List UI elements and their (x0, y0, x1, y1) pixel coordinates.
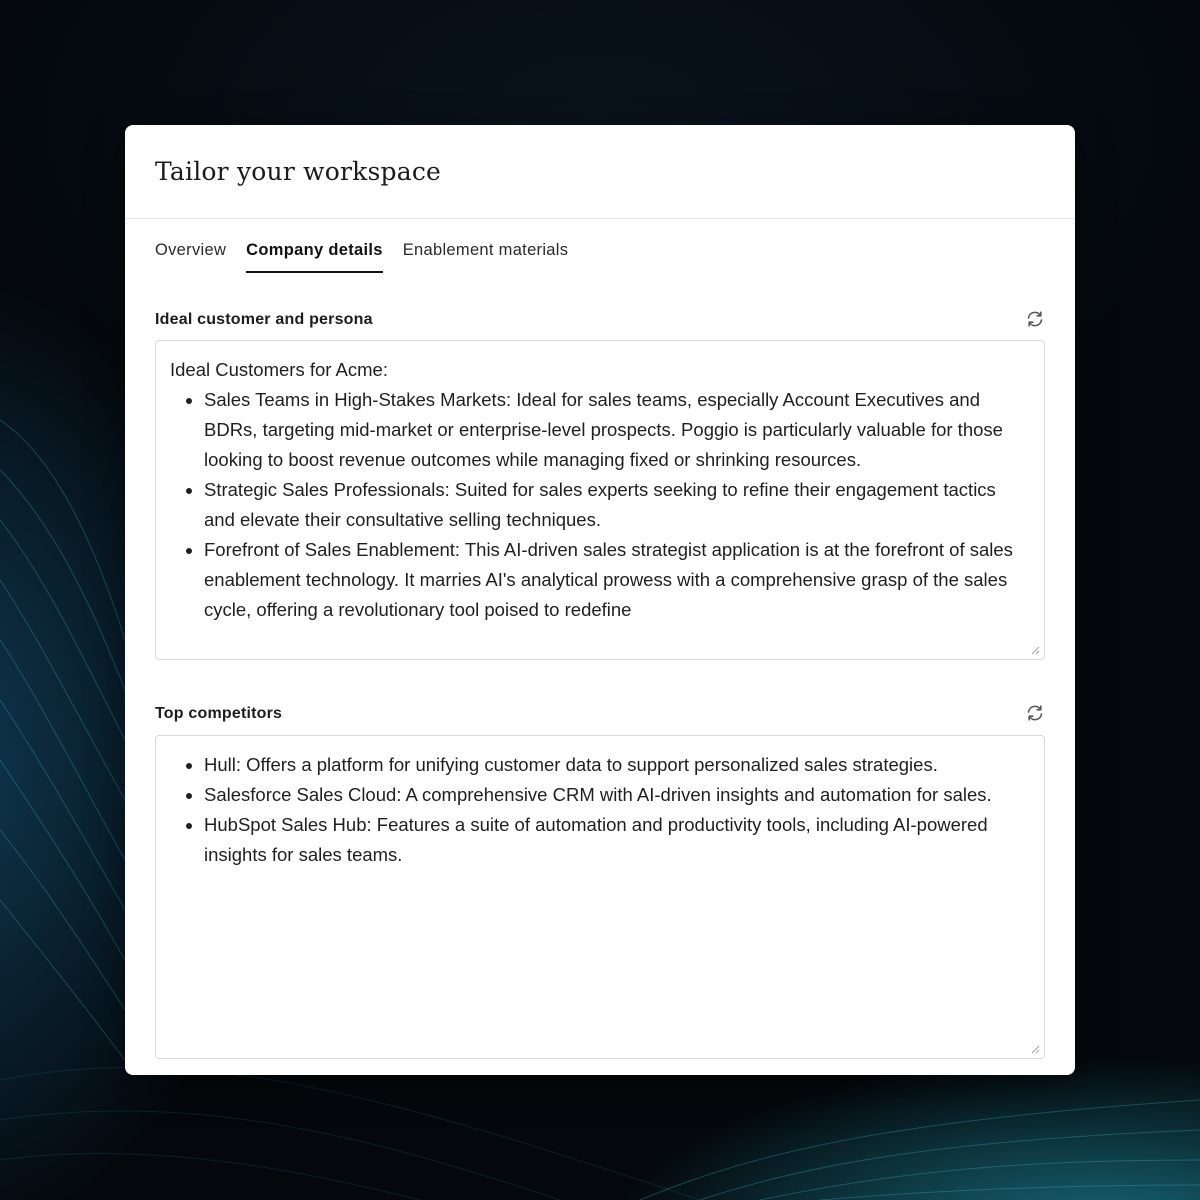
ideal-customer-label: Ideal customer and persona (155, 311, 373, 328)
refresh-icon[interactable] (1025, 703, 1045, 723)
dialog-header (125, 125, 1075, 219)
list-item: • Salesforce Sales Cloud: A comprehensive CRM with AI-driven insights and automation for sales. (204, 780, 1030, 810)
resize-grip-icon[interactable] (1028, 643, 1040, 655)
competitors-list (170, 750, 1030, 870)
refresh-icon[interactable] (1025, 309, 1045, 329)
ideal-customer-textarea[interactable] (155, 340, 1045, 660)
tab-enablement-materials[interactable]: Enablement materials (402, 241, 569, 259)
list-item: • Hull: Offers a platform for unifying customer data to support personalized sales strategies. (204, 750, 1030, 780)
list-item: • HubSpot Sales Hub: Features a suite of automation and productivity tools, including AI-powered insights for sales teams. (204, 810, 1030, 870)
list-item: • Strategic Sales Professionals: Suited for sales experts seeking to refine their engagement tactics and elevate their consultative selling techniques. (204, 475, 1030, 535)
ideal-customer-intro: Ideal Customers for Acme: (170, 359, 388, 380)
tab-bar (155, 241, 568, 273)
workspace-dialog (125, 125, 1075, 1075)
top-competitors-textarea[interactable] (155, 735, 1045, 1059)
dialog-title: Tailor your workspace (155, 157, 442, 186)
resize-grip-icon[interactable] (1028, 1042, 1040, 1054)
ideal-customer-list (170, 385, 1030, 625)
list-item: • Sales Teams in High-Stakes Markets: Ideal for sales teams, especially Account Executives and BDRs, targeting mid-market or enterprise-level prospects. Poggio is particularly valuable for those looking to boost revenue outcomes while managing fixed or shrinking resources. (204, 385, 1030, 475)
list-item: • Forefront of Sales Enablement: This AI-driven sales strategist application is at the forefront of sales enablement technology. It marries AI's analytical prowess with a comprehensive grasp of the sales cycle, offering a revolutionary tool poised to redefine (204, 535, 1030, 625)
top-competitors-label: Top competitors (155, 705, 283, 722)
tab-company-details[interactable]: Company details (246, 241, 383, 273)
tab-overview[interactable]: Overview (155, 241, 227, 259)
